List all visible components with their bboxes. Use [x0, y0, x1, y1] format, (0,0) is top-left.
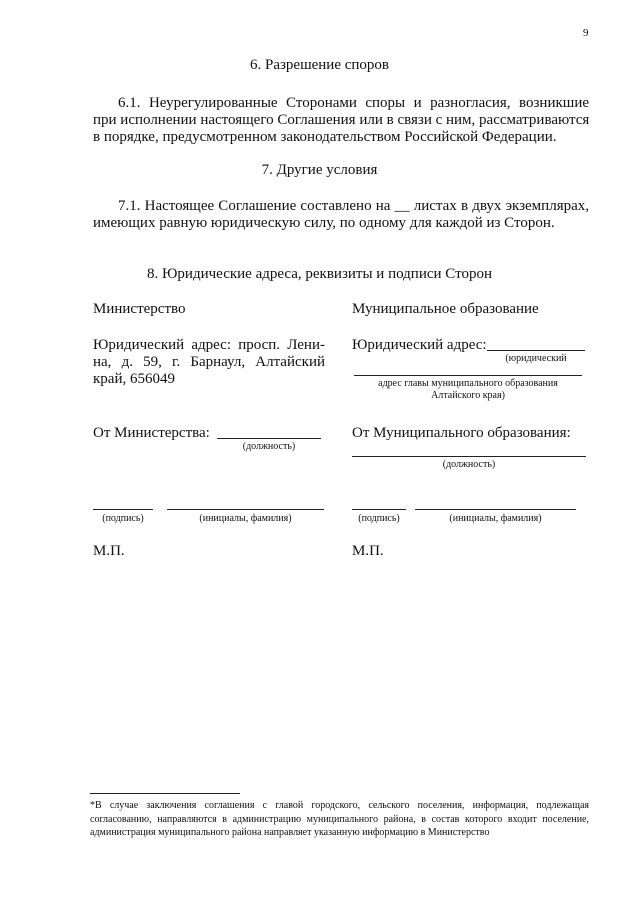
left-position-caption: (должность)	[242, 441, 296, 452]
right-address-label: Юридический адрес:	[352, 337, 487, 353]
right-address-line-1	[487, 350, 585, 351]
left-party-name: Министерство	[93, 301, 186, 317]
right-address-caption-1: (юридический	[505, 353, 567, 364]
right-party-name: Муниципальное образование	[352, 301, 539, 317]
section-6-paragraph-line-2: при исполнении настоящего Соглашения или в связи с ним, рассматриваются	[93, 112, 590, 128]
left-position-line	[217, 438, 321, 439]
section-8-heading: 8. Юридические адреса, реквизиты и подписи Сторон	[147, 266, 492, 282]
section-7-heading: 7. Другие условия	[261, 162, 378, 178]
left-address-line-3: край, 656049	[93, 371, 175, 387]
section-6-paragraph-line-3: в порядке, предусмотренном законодательством Российской Федерации.	[93, 129, 557, 145]
left-signature-caption: (подпись)	[102, 513, 144, 524]
right-position-line	[352, 456, 586, 457]
right-address-line-2	[354, 375, 582, 376]
section-7-paragraph-line-2: имеющих равную юридическую силу, по одному для каждой из Сторон.	[93, 215, 555, 231]
section-7-paragraph-line-1: 7.1. Настоящее Соглашение составлено на __ листах в двух экземплярах,	[118, 198, 589, 214]
left-address-line-2: на, д. 59, г. Барнаул, Алтайский	[93, 354, 325, 370]
right-signature-line	[352, 509, 406, 510]
left-signature-line	[93, 509, 153, 510]
right-from-label: От Муниципального образования:	[352, 425, 571, 441]
left-from-label: От Министерства:	[93, 425, 210, 441]
right-initials-line	[415, 509, 576, 510]
left-stamp: М.П.	[93, 543, 125, 559]
left-initials-line	[167, 509, 324, 510]
right-address-caption-2: адрес главы муниципального образования	[378, 378, 558, 389]
section-6-paragraph-line-1: 6.1. Неурегулированные Сторонами споры и разногласия, возникшие	[118, 95, 589, 111]
page-number: 9	[583, 27, 589, 39]
right-initials-caption: (инициалы, фамилия)	[449, 513, 542, 524]
footnote-text: *В случае заключения соглашения с главой городского, сельского поселения, информация, подлежащая согласованию, направляются в администрацию муниципального района, в состав которого входит поселение, администрация муниципального района направляет указанную информацию в Министерство	[90, 800, 589, 838]
right-position-caption: (должность)	[442, 459, 496, 470]
left-initials-caption: (инициалы, фамилия)	[199, 513, 292, 524]
footnote-separator	[90, 793, 240, 794]
right-signature-caption: (подпись)	[358, 513, 400, 524]
right-stamp: М.П.	[352, 543, 384, 559]
section-6-heading: 6. Разрешение споров	[249, 57, 390, 73]
left-address-line-1: Юридический адрес: просп. Лени-	[93, 337, 325, 353]
right-address-caption-3: Алтайского края)	[431, 390, 505, 401]
